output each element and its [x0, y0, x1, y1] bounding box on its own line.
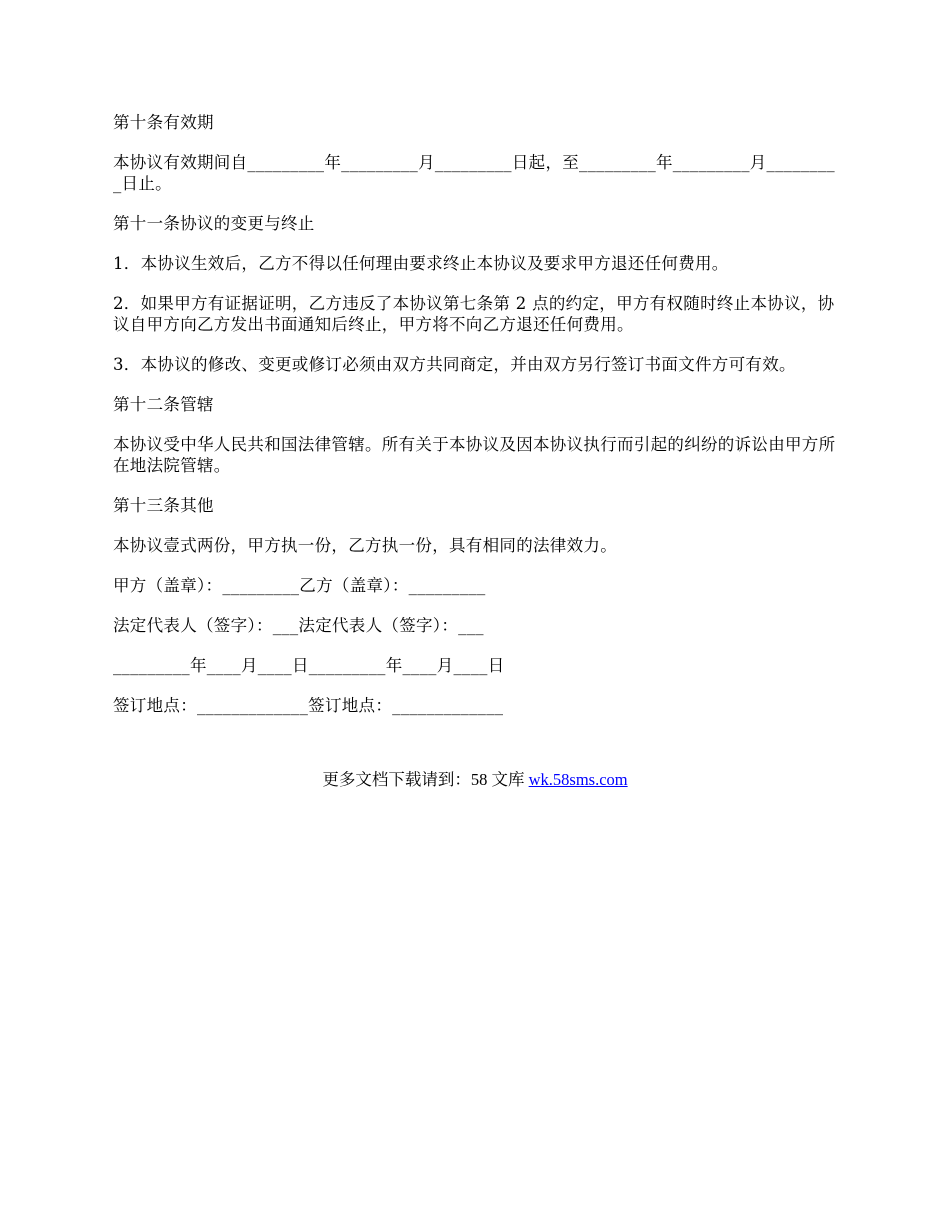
clause-3: 3．本协议的修改、变更或修订必须由双方共同商定，并由双方另行签订书面文件方可有效。	[113, 355, 796, 374]
validity-period-text: 本协议有效期间自_________年_________月_________日起，至_________年_________月_________日止。	[113, 153, 835, 193]
representative-signature-line: 法定代表人（签字）：___法定代表人（签字）：___	[113, 616, 484, 635]
copies-text: 本协议壹式两份，甲方执一份，乙方执一份，具有相同的法律效力。	[113, 536, 617, 555]
section-title-jurisdiction: 第十二条管辖	[113, 395, 214, 414]
footer-prefix: 更多文档下载请到：58 文库	[322, 770, 529, 789]
footer-link[interactable]: wk.58sms.com	[528, 770, 628, 789]
seal-line: 甲方（盖章）：_________乙方（盖章）：_________	[113, 576, 486, 595]
document-body	[113, 112, 843, 735]
section-title-change-termination: 第十一条协议的变更与终止	[113, 214, 315, 233]
clause-1: 1．本协议生效后，乙方不得以任何理由要求终止本协议及要求甲方退还任何费用。	[113, 254, 729, 273]
section-title-other: 第十三条其他	[113, 496, 214, 515]
section-title-validity: 第十条有效期	[113, 113, 214, 132]
clause-2: 2．如果甲方有证据证明，乙方违反了本协议第七条第 2 点的约定，甲方有权随时终止本协议，协议自甲方向乙方发出书面通知后终止，甲方将不向乙方退还任何费用。	[113, 294, 835, 334]
jurisdiction-text: 本协议受中华人民共和国法律管辖。所有关于本协议及因本协议执行而引起的纠纷的诉讼由甲方所在地法院管辖。	[113, 435, 836, 475]
date-line: _________年____月____日_________年____月____日	[113, 656, 505, 675]
footer	[0, 769, 950, 790]
signing-place-line: 签订地点：_____________签订地点：_____________	[113, 696, 504, 715]
